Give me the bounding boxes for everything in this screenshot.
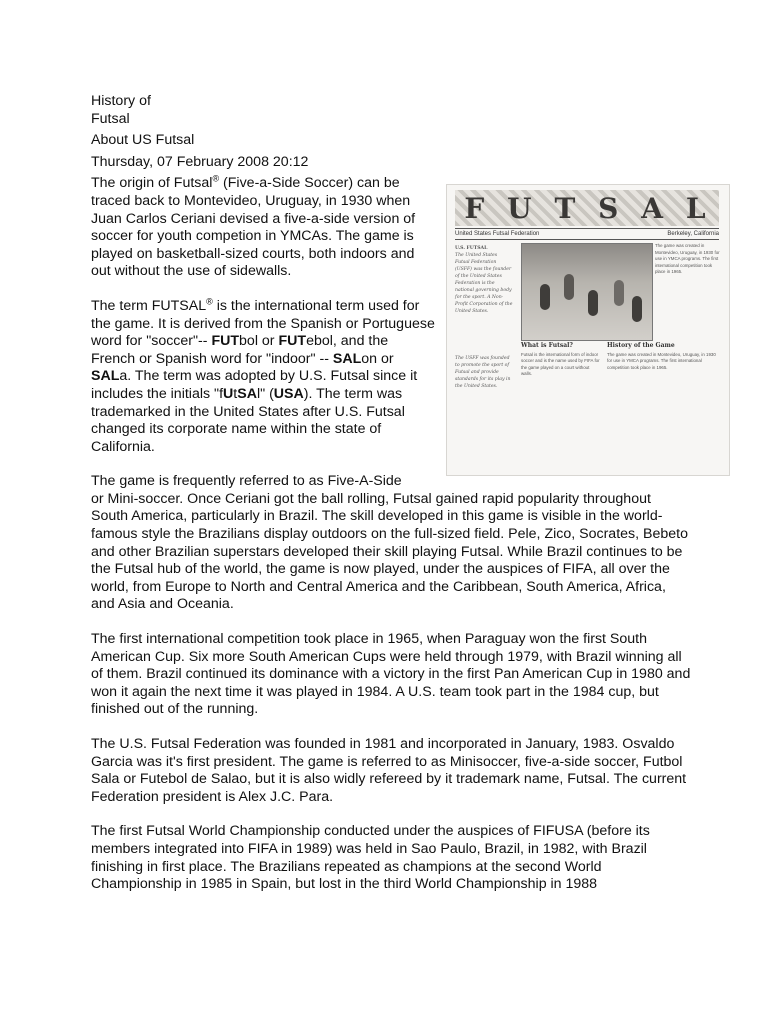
column-2-text: The game was created in Montevideo, Uruguay, in 1930 for use in YMCA programs. The first international competition took place in 1965.	[607, 351, 716, 370]
page-title	[91, 93, 691, 128]
bold-fut: FUT	[211, 333, 240, 350]
registered-mark: ®	[212, 173, 220, 184]
text-run: (Five-a-Side Soccer) can be traced back to Montevideo, Uruguay, in 1930 when Juan Carlos Ceriani devised a five-a-side version of soccer for youth competion in YMCAs. The game is played on basketball-sized courts, both indoors and out without the use of sidewalls.	[91, 175, 416, 280]
title-line-1: History of	[91, 93, 151, 109]
paragraph-origin	[91, 175, 436, 281]
text-run: on or	[361, 350, 394, 367]
futsal-banner	[455, 190, 719, 226]
paragraph-popularity: or Mini-soccer. Once Ceriani got the ball rolling, Futsal gained rapid popularity throughout South America, particularly in Brazil. The skill developed in this game is visible in the world-famous style the Brazilians display outdoors on the full-sized field. Pele, Zico, Socrates, Bebeto and other Brazilian superstars developed their skill playing Futsal. While Brazil continues to be the Futsal hub of the world, the game is now played, under the auspices of FIFA, all over the world, from Europe to North and Central America and the Caribbean, South America, Africa, and Asia and Oceania.	[91, 490, 688, 613]
paragraph-start-narrow: The game is frequently referred to as Five-A-Side	[91, 473, 402, 490]
initial-letter: A	[246, 385, 257, 402]
text-run: bol or	[239, 333, 279, 350]
banner-letter: F	[464, 191, 489, 225]
newsletter-masthead	[455, 228, 719, 240]
initial-letter: S	[237, 385, 247, 402]
banner-letter: S	[598, 191, 623, 225]
newsletter-column-1	[521, 343, 601, 377]
banner-letter: U	[507, 191, 536, 225]
text-run: The origin of Futsal	[91, 175, 213, 192]
bold-sal: SAL	[91, 368, 120, 385]
document-body	[91, 93, 720, 911]
article-subtitle: About US Futsal	[91, 132, 195, 149]
sidebar-text-2: The USFF was founded to promote the sport of Futsal and provide standards for its play in the United States.	[455, 356, 511, 390]
newsletter-right-column	[655, 243, 721, 275]
initial-letter: f	[219, 385, 224, 402]
initial-letter: t	[233, 385, 238, 402]
column-1-heading: What is Futsal?	[521, 342, 573, 350]
registered-mark: ®	[206, 296, 213, 307]
paragraph-first-competition: The first international competition took place in 1965, when Paraguay won the first South American Cup. Six more South American Cups were held through 1979, with Brazil winning all of them. Brazil continued its dominance with a victory in the first Pan American Cup in 1980 and won it again the next time it was played in 1984. A U.S. team took part in the 1984 cup, but finished out of the running.	[91, 631, 691, 718]
text-run: ebol, and the French or Spanish word for "indoor" --	[91, 333, 389, 367]
newsletter-sidebar	[455, 245, 513, 390]
text-run: a. The term was adopted by U.S. Futsal since it includes the initials "	[91, 368, 418, 402]
players-photo	[521, 243, 653, 341]
futsal-newsletter-image	[446, 184, 730, 476]
masthead-right: Berkeley, California	[667, 231, 719, 238]
column-2-heading: History of the Game	[607, 342, 675, 350]
article-date: Thursday, 07 February 2008 20:12	[91, 153, 309, 170]
text-run: is the international term used for the game. It is derived from the Spanish or Portuguese word for "soccer"--	[91, 297, 435, 350]
text-run: ). The term was trademarked in the United States after U.S. Futsal changed its corporate name within the state of California.	[91, 385, 405, 455]
article-meta	[91, 132, 691, 171]
text-run: " (	[260, 385, 274, 402]
right-column-text: The game was created in Montevideo, Uruguay, in 1930 for use in YMCA programs. The first international competition took place in 1965.	[655, 243, 720, 274]
sidebar-text: The United States Futsal Federation (USFF) was the founder of the United States Federation is the national governing body for the sport. A Non-Profit Corporation of the United States.	[455, 253, 513, 315]
title-line-2: Futsal	[91, 110, 130, 127]
masthead-left: United States Futsal Federation	[455, 231, 540, 238]
sidebar-heading: U.S. FUTSAL	[455, 246, 488, 252]
banner-letter: A	[641, 191, 667, 225]
paragraph-world-championship: The first Futsal World Championship conducted under the auspices of FIFUSA (before its members integrated into FIFA in 1989) was held in Sao Paulo, Brazil, in 1982, with Brazil finishing in first place. The Brazilians repeated as champions at the second World Championship in 1985 in Spain, but lost in the third World Championship in 1988	[91, 823, 650, 893]
paragraph-federation: The U.S. Futsal Federation was founded in 1981 and incorporated in January, 1983. Osvaldo Garcia was it's first president. The game is referred to as Minisoccer, five-a-side soccer, Futbol Sala or Futebol de Salao, but it is also widly refereed by it trademark name, Futsal. The current Federation president is Alex J.C. Para.	[91, 736, 687, 805]
banner-letter: T	[554, 191, 580, 225]
paragraph-term	[91, 298, 436, 456]
text-run: The term FUTSAL	[91, 297, 207, 314]
initial-letter: U	[223, 385, 234, 402]
column-1-text: Futsal is the international form of indoor soccer and is the name used by FIFA for the game played on a court without walls.	[521, 351, 600, 376]
banner-letter: L	[685, 191, 710, 225]
bold-usa: USA	[273, 385, 304, 402]
newsletter-column-2	[607, 343, 719, 371]
intro-section	[91, 173, 720, 491]
initial-letter: l	[256, 385, 261, 402]
bold-sal: SAL	[332, 350, 362, 367]
bold-fut: FUT	[278, 333, 307, 350]
